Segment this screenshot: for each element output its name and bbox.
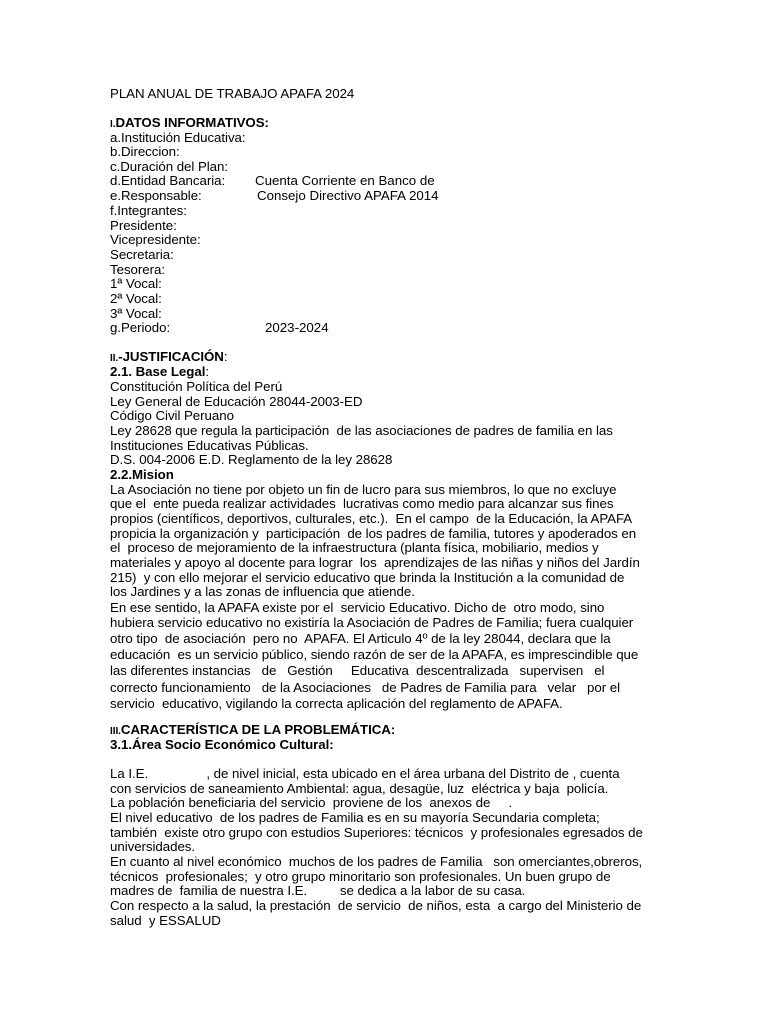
field-entidad-bancaria-value: Cuenta Corriente en Banco de [255, 173, 435, 188]
mision-line: correcto funcionamiento de la Asociaciones de Padres de Familia para velar por el [110, 680, 620, 695]
body-line: también existe otro grupo con estudios Superiores: técnicos y profesionales egresados de [110, 825, 643, 840]
mision-line: otro tipo de asociación pero no APAFA. El Articulo 4º de la ley 28044, declara que la [110, 631, 611, 646]
subsection-base-legal [110, 364, 209, 379]
subsection-base-legal-colon: : [205, 364, 209, 379]
mision-line: educación es un servicio público, siendo razón de ser de la APAFA, es imprescindible que [110, 647, 639, 662]
body-line: La I.E. , de nivel inicial, esta ubicado en el área urbana del Distrito de , cuenta [110, 766, 620, 781]
body-line: En cuanto al nivel económico muchos de los padres de Familia son omerciantes,obreros, [110, 854, 643, 869]
legal-line: Ley 28628 que regula la participación de las asociaciones de padres de familia en las [110, 423, 613, 438]
legal-line: Constitución Política del Perú [110, 379, 283, 394]
body-line: La población beneficiaria del servicio proviene de los anexos de . [110, 795, 513, 810]
field-institucion: a.Institución Educativa: [110, 130, 246, 145]
subsection-area-socio-economico: 3.1.Área Socio Económico Cultural: [110, 737, 334, 752]
field-entidad-bancaria: d.Entidad Bancaria: [110, 173, 226, 188]
field-integrantes: f.Integrantes: [110, 203, 187, 218]
mision-line: las diferentes instancias de Gestión Educativa descentralizada supervisen el [110, 663, 605, 678]
mision-line: En ese sentido, la APAFA existe por el servicio Educativo. Dicho de otro modo, sino [110, 600, 605, 615]
field-vocal-1: 1ª Vocal: [110, 276, 162, 291]
field-direccion: b.Direccion: [110, 144, 180, 159]
mision-line: que el ente pueda realizar actividades lucrativas como medio para alcanzar sus fines [110, 496, 614, 511]
field-vocal-2: 2ª Vocal: [110, 291, 162, 306]
field-responsable-value: Consejo Directivo APAFA 2014 [257, 188, 439, 203]
body-line: con servicios de saneamiento Ambiental: agua, desagüe, luz eléctrica y baja policía. [110, 781, 609, 796]
field-vicepresidente: Vicepresidente: [110, 232, 201, 247]
mision-line: los Jardines y a las zonas de influencia que atiende. [110, 584, 415, 599]
section-1-title: DATOS INFORMATIVOS: [115, 115, 269, 130]
field-vocal-3: 3ª Vocal: [110, 306, 162, 321]
mision-line: servicio educativo, vigilando la correcta aplicación del reglamento de APAFA. [110, 696, 563, 711]
field-secretaria: Secretaria: [110, 247, 174, 262]
body-line: universidades. [110, 839, 196, 854]
subsection-base-legal-title: 2.1. Base Legal [110, 364, 206, 379]
legal-line: D.S. 004-2006 E.D. Reglamento de la ley 28628 [110, 452, 393, 467]
legal-line: Código Civil Peruano [110, 408, 234, 423]
field-tesorera: Tesorera: [110, 262, 165, 277]
field-presidente: Presidente: [110, 218, 177, 233]
body-line: madres de familia de nuestra I.E. se dedica a la labor de su casa. [110, 883, 526, 898]
mision-line: 215) y con ello mejorar el servicio educativo que brinda la Institución a la comunidad de [110, 570, 625, 585]
body-line: salud y ESSALUD [110, 913, 221, 928]
field-periodo-value: 2023-2024 [265, 320, 329, 335]
mision-line: hubiera servicio educativo no existiría la Asociación de Padres de Familia; fuera cualquier [110, 615, 634, 630]
field-duracion: c.Duración del Plan: [110, 159, 228, 174]
body-line: El nivel educativo de los padres de Familia es en su mayoría Secundaria completa; [110, 810, 600, 825]
section-2-number: II. [110, 353, 119, 364]
mision-line: materiales y apoyo al docente para lograr los aprendizajes de las niñas y niños del Jardín [110, 555, 640, 570]
body-line: Con respecto a la salud, la prestación de servicio de niños, esta a cargo del Ministerio de [110, 898, 642, 913]
subsection-mision-title: 2.2.Mision [110, 467, 174, 482]
mision-line: propios (científicos, deportivos, culturales, etc.). En el campo de la Educación, la APAFA [110, 511, 633, 526]
legal-line: Instituciones Educativas Públicas. [110, 438, 309, 453]
field-responsable: e.Responsable: [110, 188, 202, 203]
mision-line: La Asociación no tiene por objeto un fin de lucro para sus miembros, lo que no excluye [110, 482, 617, 497]
section-3-number: III. [110, 726, 121, 737]
section-2-title: -JUSTIFICACIÓN [118, 349, 224, 364]
section-2-colon: : [223, 349, 228, 364]
field-periodo: g.Periodo: [110, 320, 171, 335]
body-line: técnicos profesionales; y otro grupo minoritario son profesionales. Un buen grupo de [110, 869, 611, 884]
section-3-title: CARACTERÍSTICA DE LA PROBLEMÁTICA: [120, 722, 396, 737]
section-1-number: I. [110, 119, 116, 130]
mision-line: el proceso de mejoramiento de la infraestructura (planta física, mobiliario, medios y [110, 540, 599, 555]
legal-line: Ley General de Educación 28044-2003-ED [110, 394, 363, 409]
document-title: PLAN ANUAL DE TRABAJO APAFA 2024 [110, 86, 355, 101]
mision-line: propicia la organización y participación de los padres de familia, tutores y apoderados en [110, 526, 637, 541]
